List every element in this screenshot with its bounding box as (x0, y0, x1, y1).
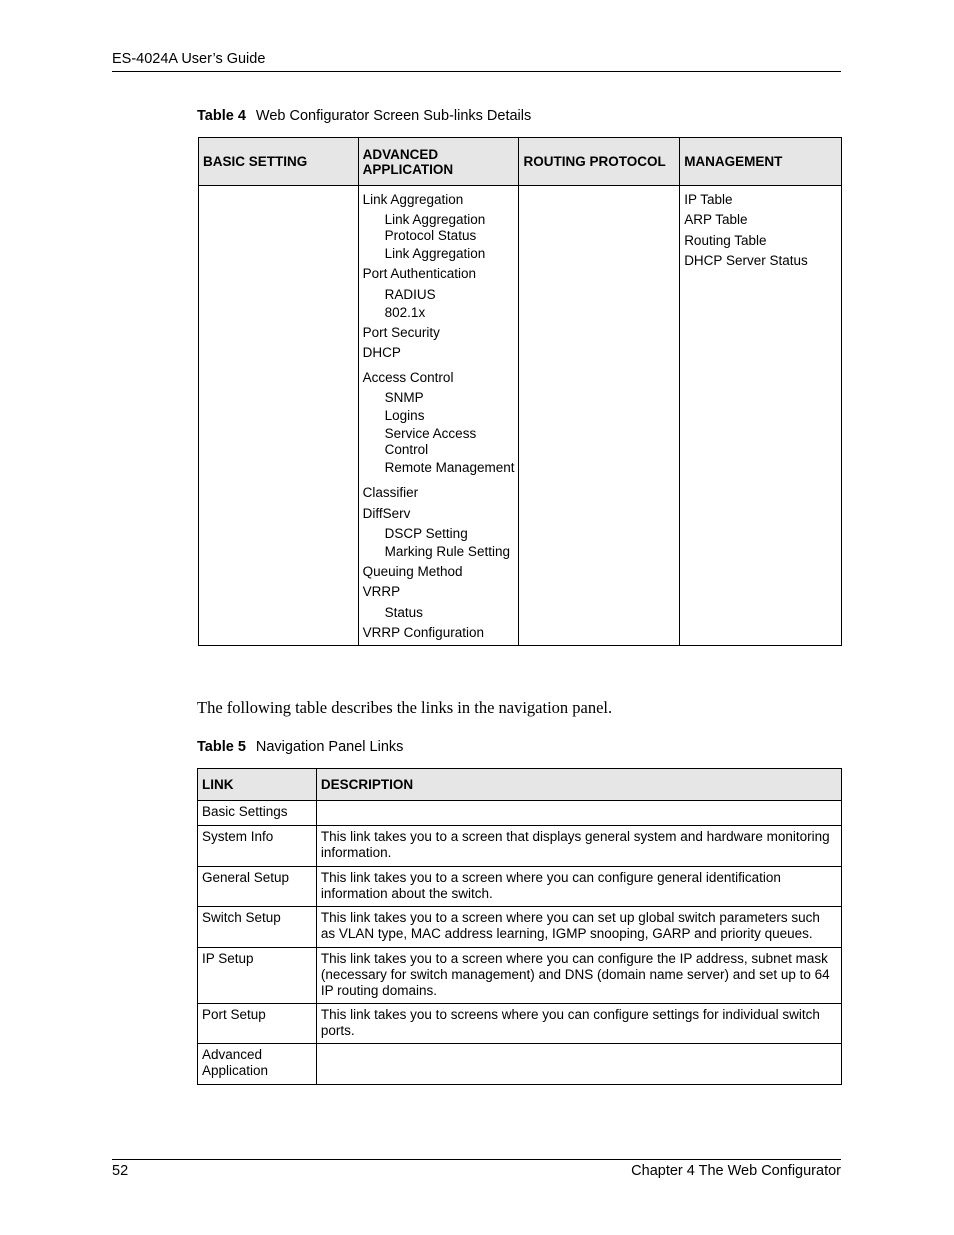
management-cell (680, 186, 842, 646)
navigation-links-table (197, 768, 842, 1085)
table4-label: Table 4 (197, 108, 246, 124)
link-item: VRRP (362, 584, 401, 600)
management-link-item: DHCP Server Status (684, 252, 808, 268)
link-cell: System Info (198, 826, 317, 867)
link-item: DiffServ (362, 505, 411, 521)
table-header-row (199, 138, 842, 186)
column-header: DESCRIPTION (316, 769, 841, 801)
link-cell: Port Setup (198, 1004, 317, 1044)
link-item: Queuing Method (362, 564, 463, 580)
table-header-row (198, 769, 842, 801)
table-row (198, 1044, 842, 1085)
description-cell: This link takes you to screens where you can configure settings for individual switch ports. (316, 1004, 841, 1044)
column-header: LINK (198, 769, 317, 801)
table-row (198, 826, 842, 867)
table5-label: Table 5 (197, 739, 246, 755)
column-header: ROUTING PROTOCOL (519, 138, 680, 186)
link-item: DHCP (362, 344, 401, 360)
management-link-item: ARP Table (684, 212, 748, 228)
description-cell (316, 801, 841, 826)
sub-link-item: Service Access Control (384, 426, 477, 458)
link-item: Port Authentication (362, 266, 476, 282)
link-item: Link Aggregation (362, 192, 464, 207)
column-header: MANAGEMENT (680, 138, 842, 186)
link-cell: General Setup (198, 867, 317, 907)
table5-title: Navigation Panel Links (255, 739, 404, 755)
table-row (198, 907, 842, 948)
sub-link-item: Marking Rule Setting (384, 544, 510, 560)
column-header: ADVANCED APPLICATION (358, 138, 519, 186)
table-row (198, 867, 842, 907)
body-paragraph: The following table describes the links in the navigation panel. (197, 698, 613, 717)
sub-link-item: Remote Management (384, 460, 515, 476)
routing-protocol-cell (519, 186, 680, 646)
table5-caption (197, 739, 403, 755)
link-cell: IP Setup (198, 948, 317, 1004)
table-row (198, 801, 842, 826)
table4-caption (197, 108, 531, 124)
description-cell: This link takes you to a screen where you can set up global switch parameters such as VLAN type, MAC address learning, IGMP snooping, GARP and priority queues. (316, 907, 841, 948)
table4-title: Web Configurator Screen Sub-links Details (255, 108, 532, 124)
sub-link-item: Link Aggregation Protocol Status (384, 212, 486, 244)
chapter-title: Chapter 4 The Web Configurator (631, 1163, 841, 1179)
running-header (112, 51, 841, 72)
guide-title: ES-4024A User’s Guide (112, 51, 266, 67)
link-cell: Basic Settings (198, 801, 317, 826)
description-cell (316, 1044, 841, 1085)
sub-link-item: DSCP Setting (384, 526, 468, 542)
page-number: 52 (112, 1163, 129, 1179)
management-link-item: Routing Table (684, 232, 767, 248)
link-cell: Advanced Application (198, 1044, 317, 1085)
sub-link-item: 802.1x (384, 304, 426, 320)
table-row (198, 948, 842, 1004)
sub-link-item: RADIUS (384, 286, 436, 302)
sub-link-item: Logins (384, 408, 425, 424)
link-item: VRRP Configuration (362, 624, 484, 640)
link-cell: Switch Setup (198, 907, 317, 948)
basic-setting-cell (199, 186, 359, 646)
description-cell: This link takes you to a screen where you can configure the IP address, subnet mask (necessary for switch management) and DNS (domain name server) and set up to 64 IP routing domains. (316, 948, 841, 1004)
description-cell: This link takes you to a screen that displays general system and hardware monitoring information. (316, 826, 841, 867)
column-header: BASIC SETTING (199, 138, 359, 186)
sub-link-item: SNMP (384, 390, 424, 406)
sublinks-table (198, 137, 842, 646)
description-cell: This link takes you to a screen where you can configure general identification information about the switch. (316, 867, 841, 907)
management-link-item: IP Table (684, 192, 733, 207)
link-item: Port Security (362, 324, 440, 340)
sub-link-item: Status (384, 604, 423, 620)
advanced-application-cell (358, 186, 519, 646)
link-item: Classifier (362, 485, 419, 501)
table-row (199, 186, 842, 646)
table-row (198, 1004, 842, 1044)
link-item: Access Control (362, 370, 454, 386)
page-footer (112, 1159, 841, 1179)
sub-link-item: Link Aggregation (384, 246, 486, 262)
